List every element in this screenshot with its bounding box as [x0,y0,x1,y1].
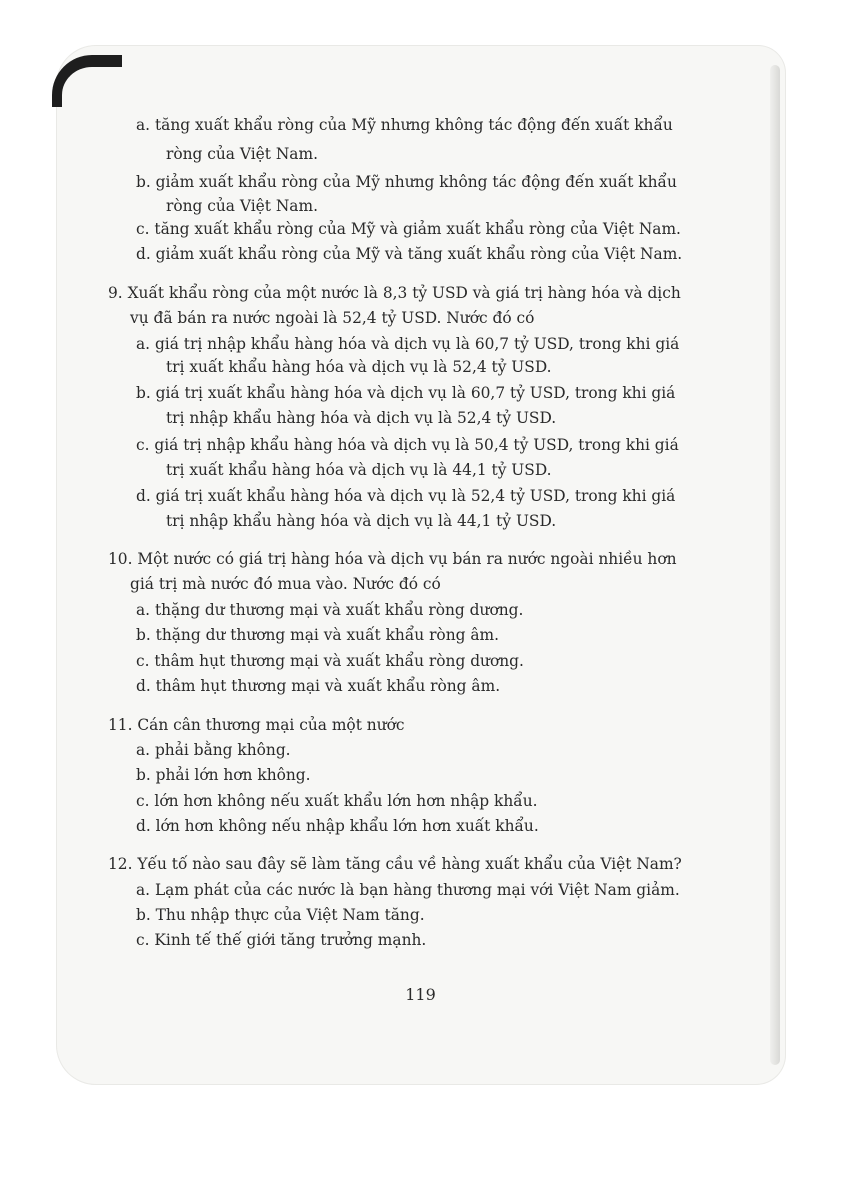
page-number: 119 [405,985,436,1004]
q9-option-d-line1: d. giá trị xuất khẩu hàng hóa và dịch vụ là 52,4 tỷ USD, trong khi giá [136,487,676,505]
q10-stem-line2: giá trị mà nước đó mua vào. Nước đó có [130,575,441,593]
q9-option-c-line1: c. giá trị nhập khẩu hàng hóa và dịch vụ là 50,4 tỷ USD, trong khi giá [136,436,679,454]
q9-option-d-line2: trị nhập khẩu hàng hóa và dịch vụ là 44,1 tỷ USD. [166,512,557,530]
q9-option-c-line2: trị xuất khẩu hàng hóa và dịch vụ là 44,1 tỷ USD. [166,461,552,479]
q8-option-c: c. tăng xuất khẩu ròng của Mỹ và giảm xuất khẩu ròng của Việt Nam. [136,220,681,238]
q8-option-a-line2: ròng của Việt Nam. [166,145,318,163]
q11-stem: 11. Cán cân thương mại của một nước [108,716,405,734]
q8-option-b-line1: b. giảm xuất khẩu ròng của Mỹ nhưng không tác động đến xuất khẩu [136,173,677,191]
q11-option-c: c. lớn hơn không nếu xuất khẩu lớn hơn nhập khẩu. [136,792,538,810]
q9-stem-line2: vụ đã bán ra nước ngoài là 52,4 tỷ USD. Nước đó có [130,309,535,327]
q10-stem-line1: 10. Một nước có giá trị hàng hóa và dịch vụ bán ra nước ngoài nhiều hơn [108,550,677,568]
q11-option-a: a. phải bằng không. [136,741,291,759]
q12-option-c: c. Kinh tế thế giới tăng trưởng mạnh. [136,931,427,949]
q9-option-b-line1: b. giá trị xuất khẩu hàng hóa và dịch vụ là 60,7 tỷ USD, trong khi giá [136,384,676,402]
q10-option-c: c. thâm hụt thương mại và xuất khẩu ròng dương. [136,652,524,670]
q9-stem-line1: 9. Xuất khẩu ròng của một nước là 8,3 tỷ USD và giá trị hàng hóa và dịch [108,284,681,302]
q12-stem: 12. Yếu tố nào sau đây sẽ làm tăng cầu về hàng xuất khẩu của Việt Nam? [108,855,682,873]
q10-option-d: d. thâm hụt thương mại và xuất khẩu ròng âm. [136,677,501,695]
q11-option-b: b. phải lớn hơn không. [136,766,311,784]
q9-option-b-line2: trị nhập khẩu hàng hóa và dịch vụ là 52,4 tỷ USD. [166,409,557,427]
q9-option-a-line2: trị xuất khẩu hàng hóa và dịch vụ là 52,4 tỷ USD. [166,358,552,376]
q9-option-a-line1: a. giá trị nhập khẩu hàng hóa và dịch vụ là 60,7 tỷ USD, trong khi giá [136,335,680,353]
q10-option-a: a. thặng dư thương mại và xuất khẩu ròng dương. [136,601,524,619]
q8-option-d: d. giảm xuất khẩu ròng của Mỹ và tăng xuất khẩu ròng của Việt Nam. [136,245,683,263]
q12-option-a: a. Lạm phát của các nước là bạn hàng thương mại với Việt Nam giảm. [136,881,680,899]
q11-option-d: d. lớn hơn không nếu nhập khẩu lớn hơn xuất khẩu. [136,817,539,835]
q12-option-b: b. Thu nhập thực của Việt Nam tăng. [136,906,425,924]
q8-option-a-line1: a. tăng xuất khẩu ròng của Mỹ nhưng không tác động đến xuất khẩu [136,116,673,134]
q10-option-b: b. thặng dư thương mại và xuất khẩu ròng âm. [136,626,500,644]
q8-option-b-line2: ròng của Việt Nam. [166,197,318,215]
